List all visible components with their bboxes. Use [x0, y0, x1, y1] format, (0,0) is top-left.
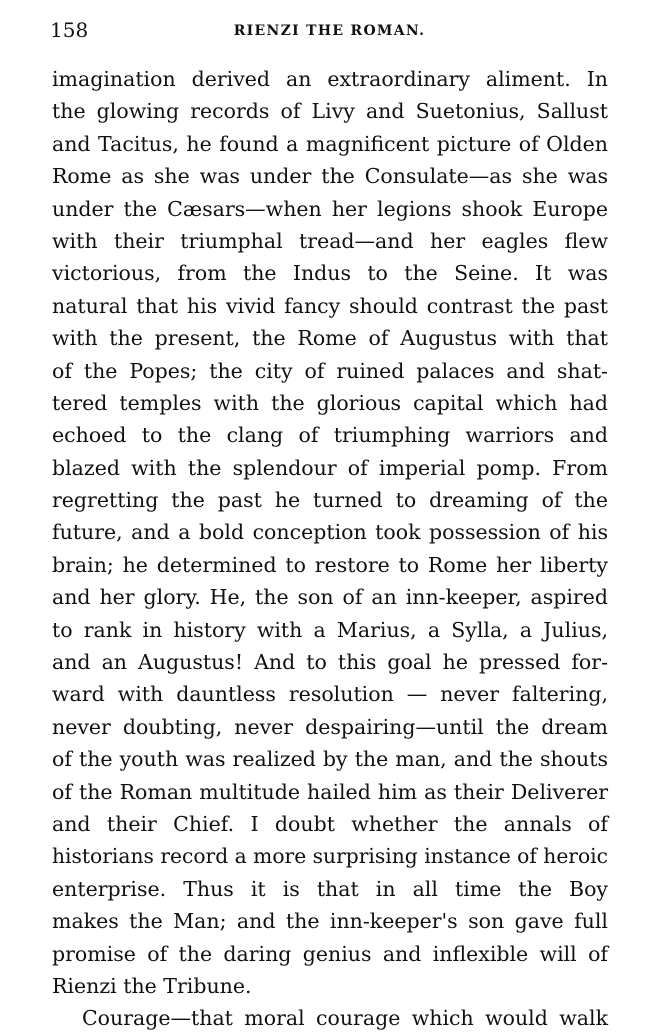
running-head: RIENZI THE ROMAN.: [233, 23, 426, 39]
text-line: of the Popes; the city of ruined palaces and shat-: [52, 358, 608, 383]
text-line: under the Cæsars—when her legions shook Europe: [52, 196, 608, 221]
text-line: with the present, the Rome of Augustus with that: [52, 326, 608, 351]
text-line: victorious, from the Indus to the Seine. It was: [52, 261, 608, 286]
text-line: echoed to the clang of triumphing warriors and: [52, 423, 608, 448]
text-line: of the Roman multitude hailed him as their Deliverer: [52, 779, 608, 804]
paragraph-start-line: Courage—that moral courage which would walk: [82, 1006, 608, 1031]
text-line: promise of the daring genius and inflexible will of: [52, 941, 608, 966]
text-line: tered temples with the glorious capital which had: [52, 390, 608, 415]
text-line: to rank in history with a Marius, a Sylla, a Julius,: [52, 617, 608, 642]
text-line: of the youth was realized by the man, and the shouts: [52, 747, 608, 772]
text-line: with their triumphal tread—and her eagles flew: [52, 228, 608, 253]
text-line: imagination derived an extraordinary aliment. In: [52, 67, 608, 91]
text-line: future, and a bold conception took possession of his: [52, 520, 608, 545]
text-line: ward with dauntless resolution — never faltering,: [52, 682, 608, 707]
text-line: and Tacitus, he found a magnificent picture of Olden: [52, 131, 608, 156]
text-line: regretting the past he turned to dreaming of the: [52, 488, 608, 513]
text-line: historians record a more surprising instance of heroic: [52, 844, 608, 869]
text-line: enterprise. Thus it is that in all time the Boy: [52, 876, 608, 901]
text-line: the glowing records of Livy and Suetonius, Sallust: [52, 99, 608, 124]
body-text: [52, 63, 608, 1035]
text-line: natural that his vivid fancy should contrast the past: [52, 293, 608, 318]
text-line: never doubting, never despairing—until the dream: [52, 714, 608, 739]
text-line: makes the Man; and the inn-keeper's son gave full: [52, 909, 608, 934]
text-line: and their Chief. I doubt whether the annals of: [52, 811, 608, 836]
paragraph-end-line: Rienzi the Tribune.: [52, 973, 252, 998]
text-line: Rome as she was under the Consulate—as she was: [52, 164, 608, 189]
text-line: blazed with the splendour of imperial pomp. From: [52, 455, 608, 480]
text-line: brain; he determined to restore to Rome her liberty: [52, 552, 608, 577]
text-line: and her glory. He, the son of an inn-keeper, aspired: [52, 585, 608, 610]
text-line: and an Augustus! And to this goal he pressed for-: [52, 650, 608, 675]
page-number: 158: [50, 18, 89, 42]
